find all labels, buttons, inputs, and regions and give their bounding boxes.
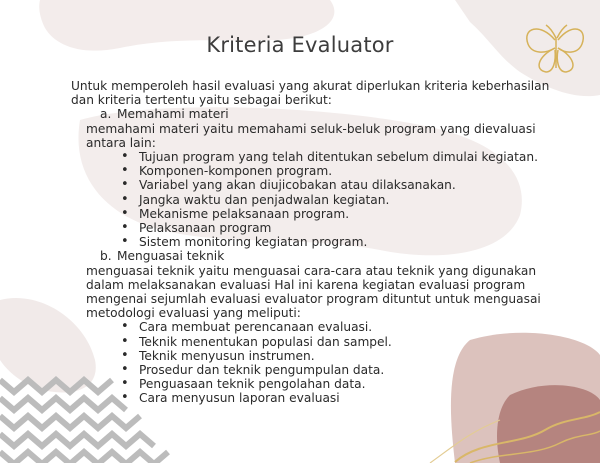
list-item: • Sistem monitoring kegiatan program.	[139, 235, 571, 249]
list-item: • Mekanisme pelaksanaan program.	[139, 207, 571, 221]
section-a-heading	[100, 107, 571, 121]
section-b-title: Menguasai teknik	[117, 249, 225, 264]
slide-title: Kriteria Evaluator	[206, 33, 394, 57]
section-b-paragraph: menguasai teknik yaitu menguasai cara-cara atau teknik yang digunakan dalam melaksanakan evaluasi Hal ini karena kegiatan evaluasi program mengenai sejumlah evaluasi evaluator program dituntut untuk menguasai metodologi evaluasi yang meliputi:	[86, 263, 541, 321]
list-item: • Komponen-komponen program.	[139, 164, 571, 178]
slide-body	[71, 79, 571, 406]
list-item: • Variabel yang akan diujicobakan atau dilaksanakan.	[139, 178, 571, 192]
section-a-title: Memahami materi	[117, 107, 229, 122]
section-b-letter: b.	[100, 249, 112, 264]
section-b-list	[71, 320, 571, 405]
list-item: • Cara membuat perencanaan evaluasi.	[139, 320, 571, 334]
section-b-heading	[100, 249, 571, 263]
list-item: • Cara menyusun laporan evaluasi	[139, 391, 571, 405]
list-item: • Teknik menentukan populasi dan sampel.	[139, 335, 571, 349]
list-item: • Prosedur dan teknik pengumpulan data.	[139, 363, 571, 377]
section-a-paragraph: memahami materi yaitu memahami seluk-beluk program yang dievaluasi antara lain:	[86, 121, 536, 150]
list-item: • Tujuan program yang telah ditentukan sebelum dimulai kegiatan.	[139, 150, 571, 164]
list-item: • Jangka waktu dan penjadwalan kegiatan.	[139, 193, 571, 207]
section-a-list	[71, 150, 571, 249]
intro-paragraph: Untuk memperoleh hasil evaluasi yang akurat diperlukan kriteria keberhasilan dan kriteria tertentu yaitu sebagai berikut:	[71, 79, 550, 108]
list-item: • Pelaksanaan program	[139, 221, 571, 235]
section-a-letter: a.	[100, 107, 112, 122]
list-item: • Penguasaan teknik pengolahan data.	[139, 377, 571, 391]
list-item: • Teknik menyusun instrumen.	[139, 349, 571, 363]
